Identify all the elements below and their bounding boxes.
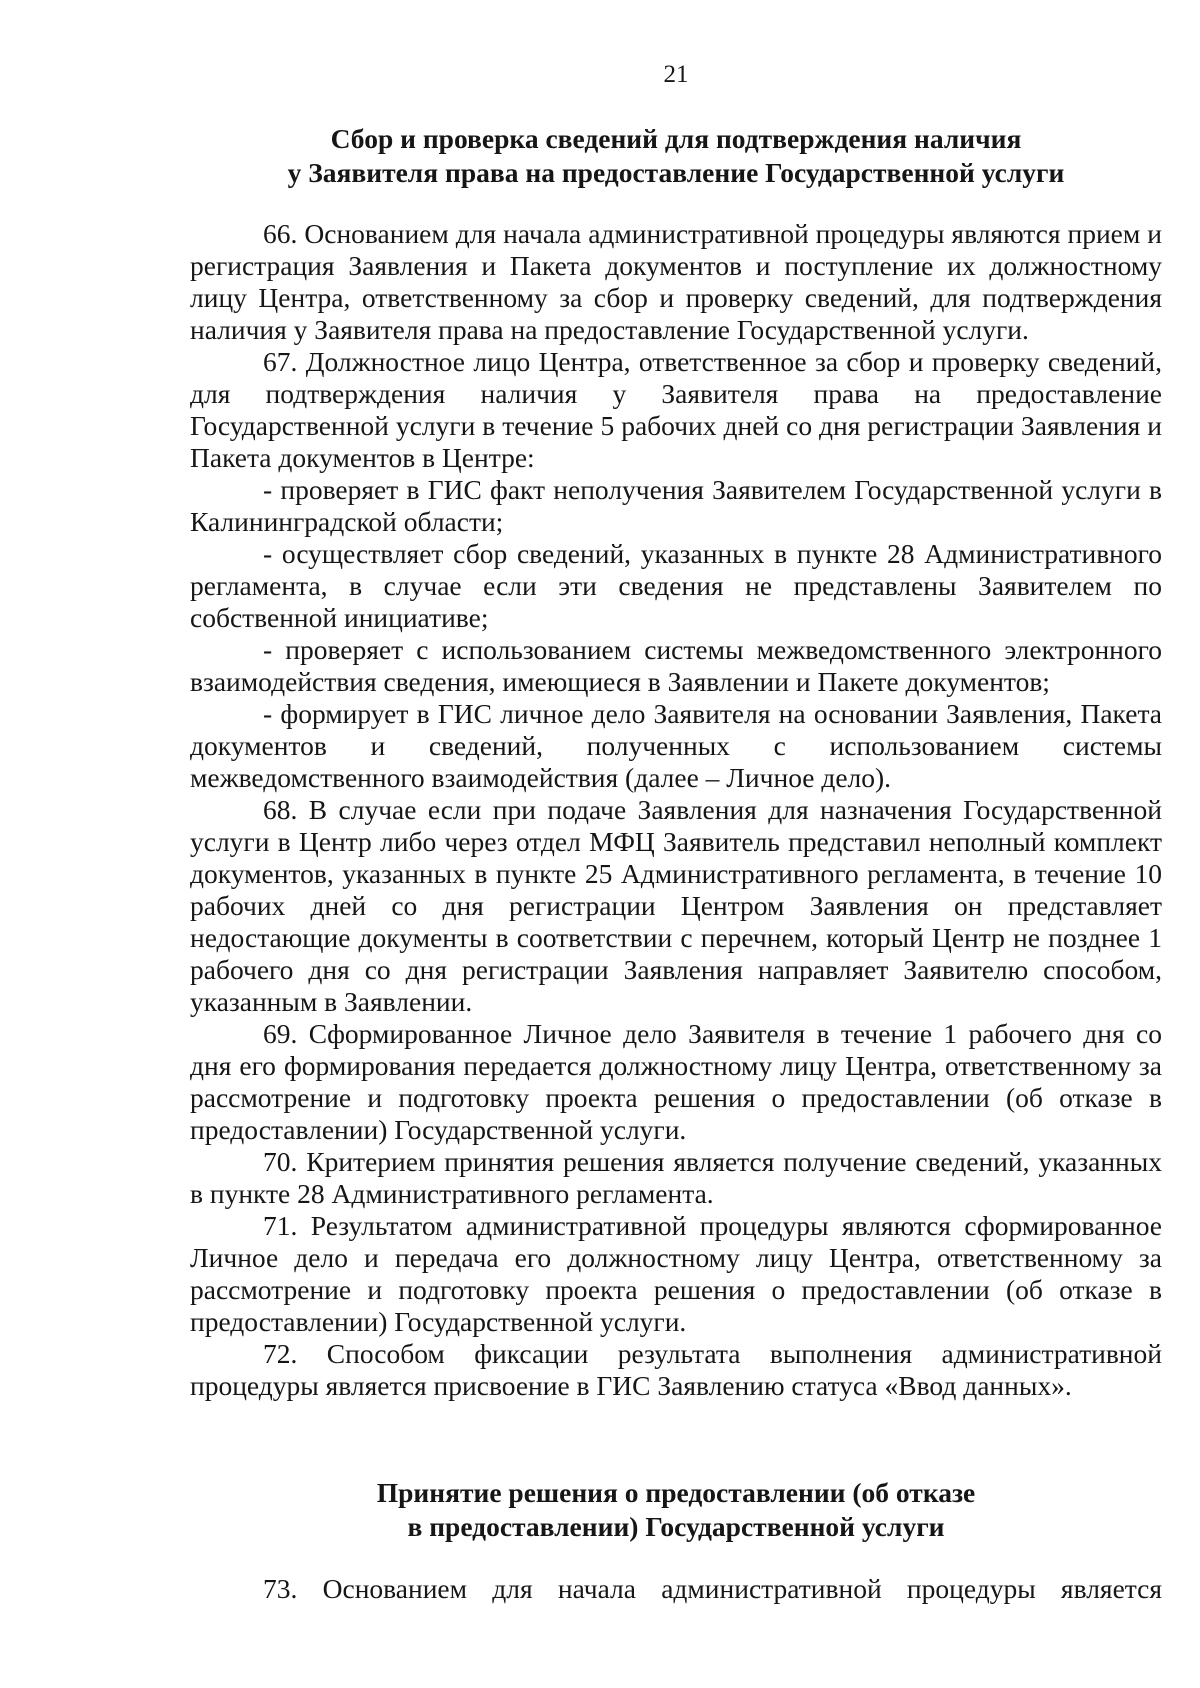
paragraph-73: 73. Основанием для начала административной процедуры является [263, 1573, 1162, 1604]
section-body-evidence-collection [190, 218, 1162, 1402]
paragraph-69: 69. Сформированное Личное дело Заявителя в течение 1 рабочего дня со дня его формирования передается должностному лицу Центра, ответственному за рассмотрение и подготовку проекта решения о предоставлении (об отказе в предоставлении) Государственной услуги. [190, 1018, 1162, 1145]
paragraph-70: 70. Критерием принятия решения является получение сведений, указанных в пункте 28 Административного регламента. [190, 1146, 1162, 1209]
paragraph-67: 67. Должностное лицо Центра, ответственное за сбор и проверку сведений, для подтверждения наличия у Заявителя права на предоставление Государственной услуги в течение 5 рабочих дней со дня регистрации Заявления и Пакета документов в Центре: [190, 346, 1162, 473]
list-item-form-personal-file: - формирует в ГИС личное дело Заявителя на основании Заявления, Пакета документов и сведений, полученных с использованием системы межведомственного взаимодействия (далее – Личное дело). [190, 698, 1162, 793]
section-heading-line: Принятие решения о предоставлении (об отказе [376, 1477, 976, 1508]
paragraph-71: 71. Результатом административной процедуры являются сформированное Личное дело и передача его должностному лицу Центра, ответственному за рассмотрение и подготовку проекта решения о предоставлении (об отказе в предоставлении) Государственной услуги. [190, 1210, 1162, 1337]
section-heading-line: в предоставлении) Государственной услуги [407, 1511, 945, 1542]
paragraph-72: 72. Способом фиксации результата выполнения административной процедуры является присвоение в ГИС Заявлению статуса «Ввод данных». [190, 1338, 1162, 1401]
list-item-collect-info: - осуществляет сбор сведений, указанных в пункте 28 Административного регламента, в случае если эти сведения не представлены Заявителем по собственной инициативе; [190, 538, 1162, 633]
list-item-check-gis: - проверяет в ГИС факт неполучения Заявителем Государственной услуги в Калининградской области; [190, 474, 1162, 537]
page-number: 21 [663, 61, 689, 88]
paragraph-68: 68. В случае если при подаче Заявления для назначения Государственной услуги в Центр либо через отдел МФЦ Заявитель представил неполный комплект документов, указанных в пункте 25 Административного регламента, в течение 10 рабочих дней со дня регистрации Центром Заявления он представляет недостающие документы в соответствии с перечнем, который Центр не позднее 1 рабочего дня со дня регистрации Заявления направляет Заявителю способом, указанным в Заявлении. [190, 794, 1162, 1017]
paragraph-66: 66. Основанием для начала административной процедуры являются прием и регистрация Заявления и Пакета документов и поступление их должностному лицу Центра, ответственному за сбор и проверку сведений, для подтверждения наличия у Заявителя права на предоставление Государственной услуги. [190, 218, 1162, 345]
section-body-decision [190, 1573, 1162, 1605]
section-heading-evidence-collection [190, 122, 1162, 190]
section-heading-line: у Заявителя права на предоставление Государственной услуги [287, 157, 1065, 188]
section-heading-decision [190, 1476, 1162, 1544]
list-item-interagency-check: - проверяет с использованием системы межведомственного электронного взаимодействия сведения, имеющиеся в Заявлении и Пакете документов; [190, 634, 1162, 697]
section-heading-line: Сбор и проверка сведений для подтверждения наличия [330, 123, 1022, 154]
